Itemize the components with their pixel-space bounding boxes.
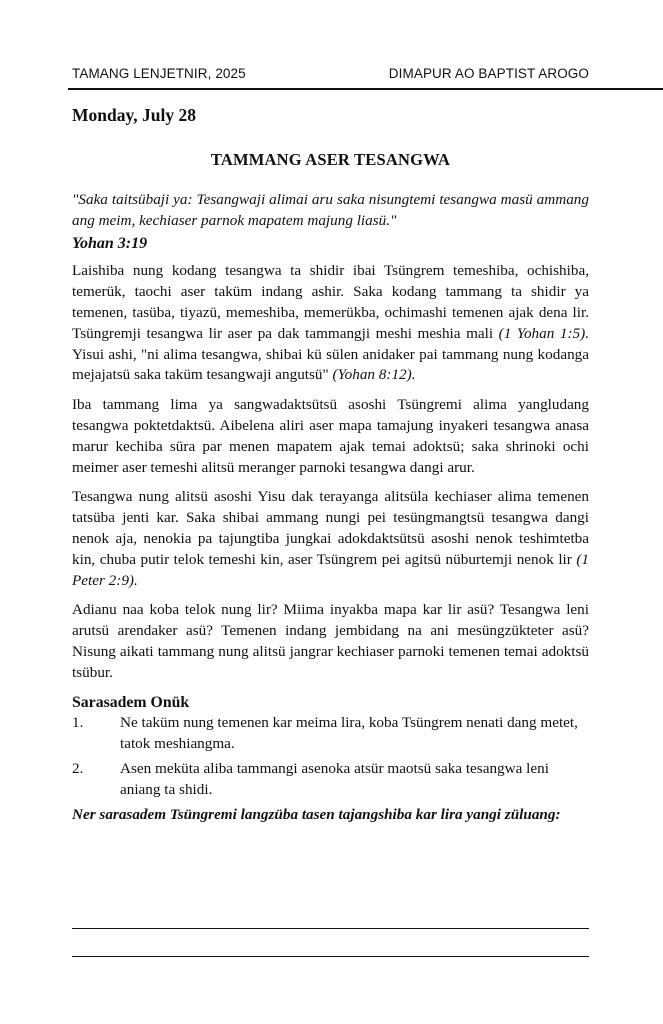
- sarasadem-list: [72, 713, 589, 800]
- writing-line-2[interactable]: [72, 956, 589, 957]
- header-rule: [68, 88, 663, 90]
- verse-reference: Yohan 3:19: [72, 234, 148, 252]
- paragraph-4: Adianu naa koba telok nung lir? Miima inyakba mapa kar lir asü? Tesangwa leni arutsü arendaker asü? Temenen indang jembidang na ani mesüngzükteter asü? Nisung aikati tammang nung alitsü jangrar kechiaser parnoki temenen temai adoktsü tsübur.: [72, 601, 589, 681]
- list-item-number: 2.: [72, 759, 84, 777]
- paragraph-1-text-a: Laishiba nung kodang tesangwa ta shidir ibai Tsüngrem temeshiba, ochishiba, temerük, taochi aser taküm indang ashir. Saka kodang tammang ta shidir ya temenen, tasüba, tiyazü, memeshiba, memerükba, ochimashi temenen ajak dena lir. Tsüngremji tesangwa lir aser pa dak tammangji meshi meshia mali: [72, 262, 589, 342]
- list-item-text: Asen meküta aliba tammangi asenoka atsür maotsü saka tesangwa leni aniang ta shidi.: [120, 759, 549, 798]
- scripture-ref-2-yohan-8-12: (Yohan 8:12).: [332, 366, 416, 384]
- list-item-text: Ne taküm nung temenen kar meima lira, koba Tsüngrem nenati dang metet, tatok meshiangma.: [120, 714, 578, 753]
- list-item: [72, 759, 589, 801]
- paragraph-2: Iba tammang lima ya sangwadaktsütsü asoshi Tsüngremi alima yangludang tesangwa poktetdaktsü. Aibelena aliri aser mapa tamajung inyakeri tesangwa anasa marur kechiba süra par menen mapatem ajak temai adoktsü; saka shrinoki ochi meimer aser temeshi alitsü meranger parnoki tesangwa dangi arur.: [72, 396, 589, 476]
- entry-body: [72, 190, 589, 825]
- paragraph-1: [72, 261, 589, 386]
- paragraph-3-text: Tesangwa nung alitsü asoshi Yisu dak terayanga alitsüla kechiaser alima temenen tatsüba jenti kar. Saka shibai ammang nungi pei tesüngmangtsü tesangwa dangi nenok aja, nenokia pa tajungtiba jungkai adokdaktsütsü asoshi nenok teshimtetba kin, chuba putir telok temeshi kin, aser Tsüngrem pei agitsü nüburtemji nenok lir: [72, 488, 589, 568]
- verse-quote: "Saka taitsübaji ya: Tesangwaji alimai aru saka nisungtemi tesangwa masü ammang ang meim, kechiaser parnok mapatem majung liasü.": [72, 191, 589, 229]
- header-left: TAMANG LENJETNIR, 2025: [72, 66, 246, 81]
- header-right: DIMAPUR AO BAPTIST AROGO: [388, 66, 589, 81]
- paragraph-3: [72, 487, 589, 591]
- scripture-ref-1-yohan-1-5: (1 Yohan 1:5).: [498, 324, 589, 342]
- entry-date: Monday, July 28: [72, 105, 196, 125]
- list-item-number: 1.: [72, 714, 84, 732]
- entry-title: TAMMANG ASER TESANGWA: [210, 150, 451, 169]
- writing-line-1[interactable]: [72, 928, 589, 929]
- scripture-ref-1-peter-2-9: (1 Peter 2:9).: [72, 550, 589, 589]
- paragraph-1-text-b: Yisui ashi, "ni alima tesangwa, shibai kü sülen anidaker pai tammang nung kodanga mejajatsü saka taküm tesangwaji angutsü": [72, 345, 589, 384]
- list-item: [72, 713, 589, 755]
- running-header: [72, 66, 589, 81]
- sarasadem-heading: Sarasadem Onük: [72, 693, 190, 711]
- reflection-prompt: Ner sarasadem Tsüngremi langzüba tasen tajangshiba kar lira yangi züluang:: [72, 805, 561, 823]
